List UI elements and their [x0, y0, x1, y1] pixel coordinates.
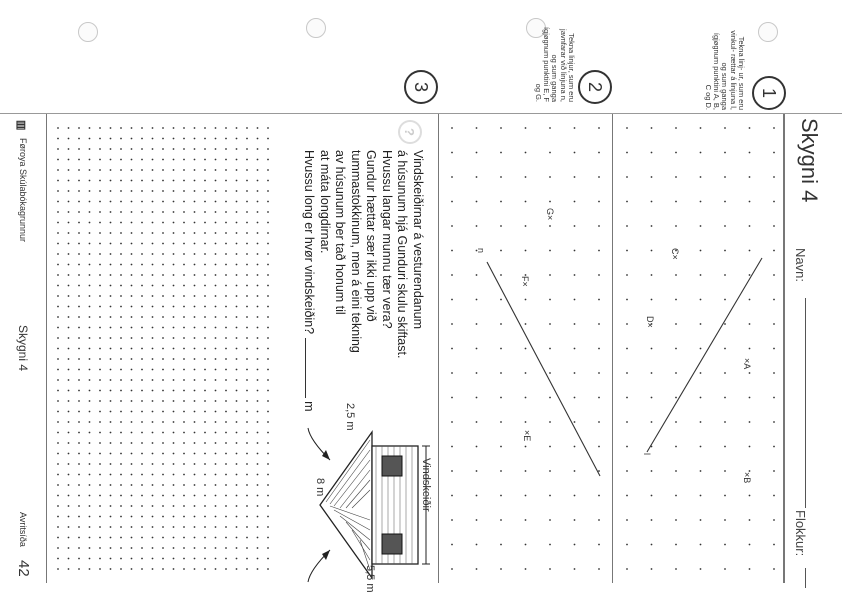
page-title: Skygni 4: [797, 118, 822, 203]
question-mark-icon: ?: [398, 120, 422, 144]
story-line: Hvussu langar munnu tær vera?: [380, 150, 394, 329]
story-line: tummastokkinum, men á eini tekning: [349, 150, 363, 353]
footer-section: Avritsíða: [18, 512, 28, 547]
line-n: [487, 262, 600, 476]
group-label: Flokkur:: [793, 510, 808, 557]
line-label-n: n: [476, 248, 486, 254]
point-label-G: G×: [545, 208, 555, 221]
task-number-3: 3: [404, 70, 438, 104]
task-number-1: 1: [752, 76, 786, 110]
story-line: Gundur hættar sær ikki upp við: [364, 150, 379, 322]
house-dim-width: 5,5 m: [364, 565, 376, 593]
point-label-C: C×: [670, 248, 680, 260]
line-l: [647, 258, 762, 452]
story-line: at máta longdirnar.: [318, 150, 332, 254]
house-dim-height: 2,5 m: [344, 403, 356, 431]
footer-title: Skygni 4: [16, 325, 30, 372]
house-label-bargeboard: Vindskeiðir: [420, 458, 432, 512]
story-line: av húsunum ber tað honum til: [333, 150, 348, 315]
task-number-2: 2: [578, 70, 612, 104]
publisher-name: Føroya Skúlabókagrunnur: [18, 138, 28, 243]
story-line: Vindskeiðirnar á vesturendanum: [411, 150, 425, 330]
point-label-F: F×: [520, 276, 530, 287]
task-2-instruction: Tekna linjur, sum eru javnfarar við linjuna n, og sum ganga ígjøgnum punktini E, F og G.: [533, 26, 576, 102]
point-label-B: ×B: [742, 472, 752, 484]
story-line: Hvussu long er hvør vindskeiðin? m: [302, 150, 317, 412]
task-1-instruction: Tekna linj- ur, sum eru vinkul- rættar á linjuna l, og sum ganga ígjøgnum punktini A, B, C og D.: [703, 30, 746, 110]
publisher-logo-icon: ▥: [15, 120, 27, 131]
line-label-l: l: [642, 453, 652, 455]
house-dim-length: 8 m: [314, 478, 326, 497]
point-label-A: ×A: [742, 358, 752, 370]
point-label-D: D×: [645, 316, 655, 328]
point-label-E: ×E: [522, 430, 532, 442]
name-label: Navn:: [793, 248, 808, 282]
page-number: 42: [15, 560, 32, 577]
story-line: á húsunum hjá Gunduri skulu skiftast.: [395, 150, 410, 359]
